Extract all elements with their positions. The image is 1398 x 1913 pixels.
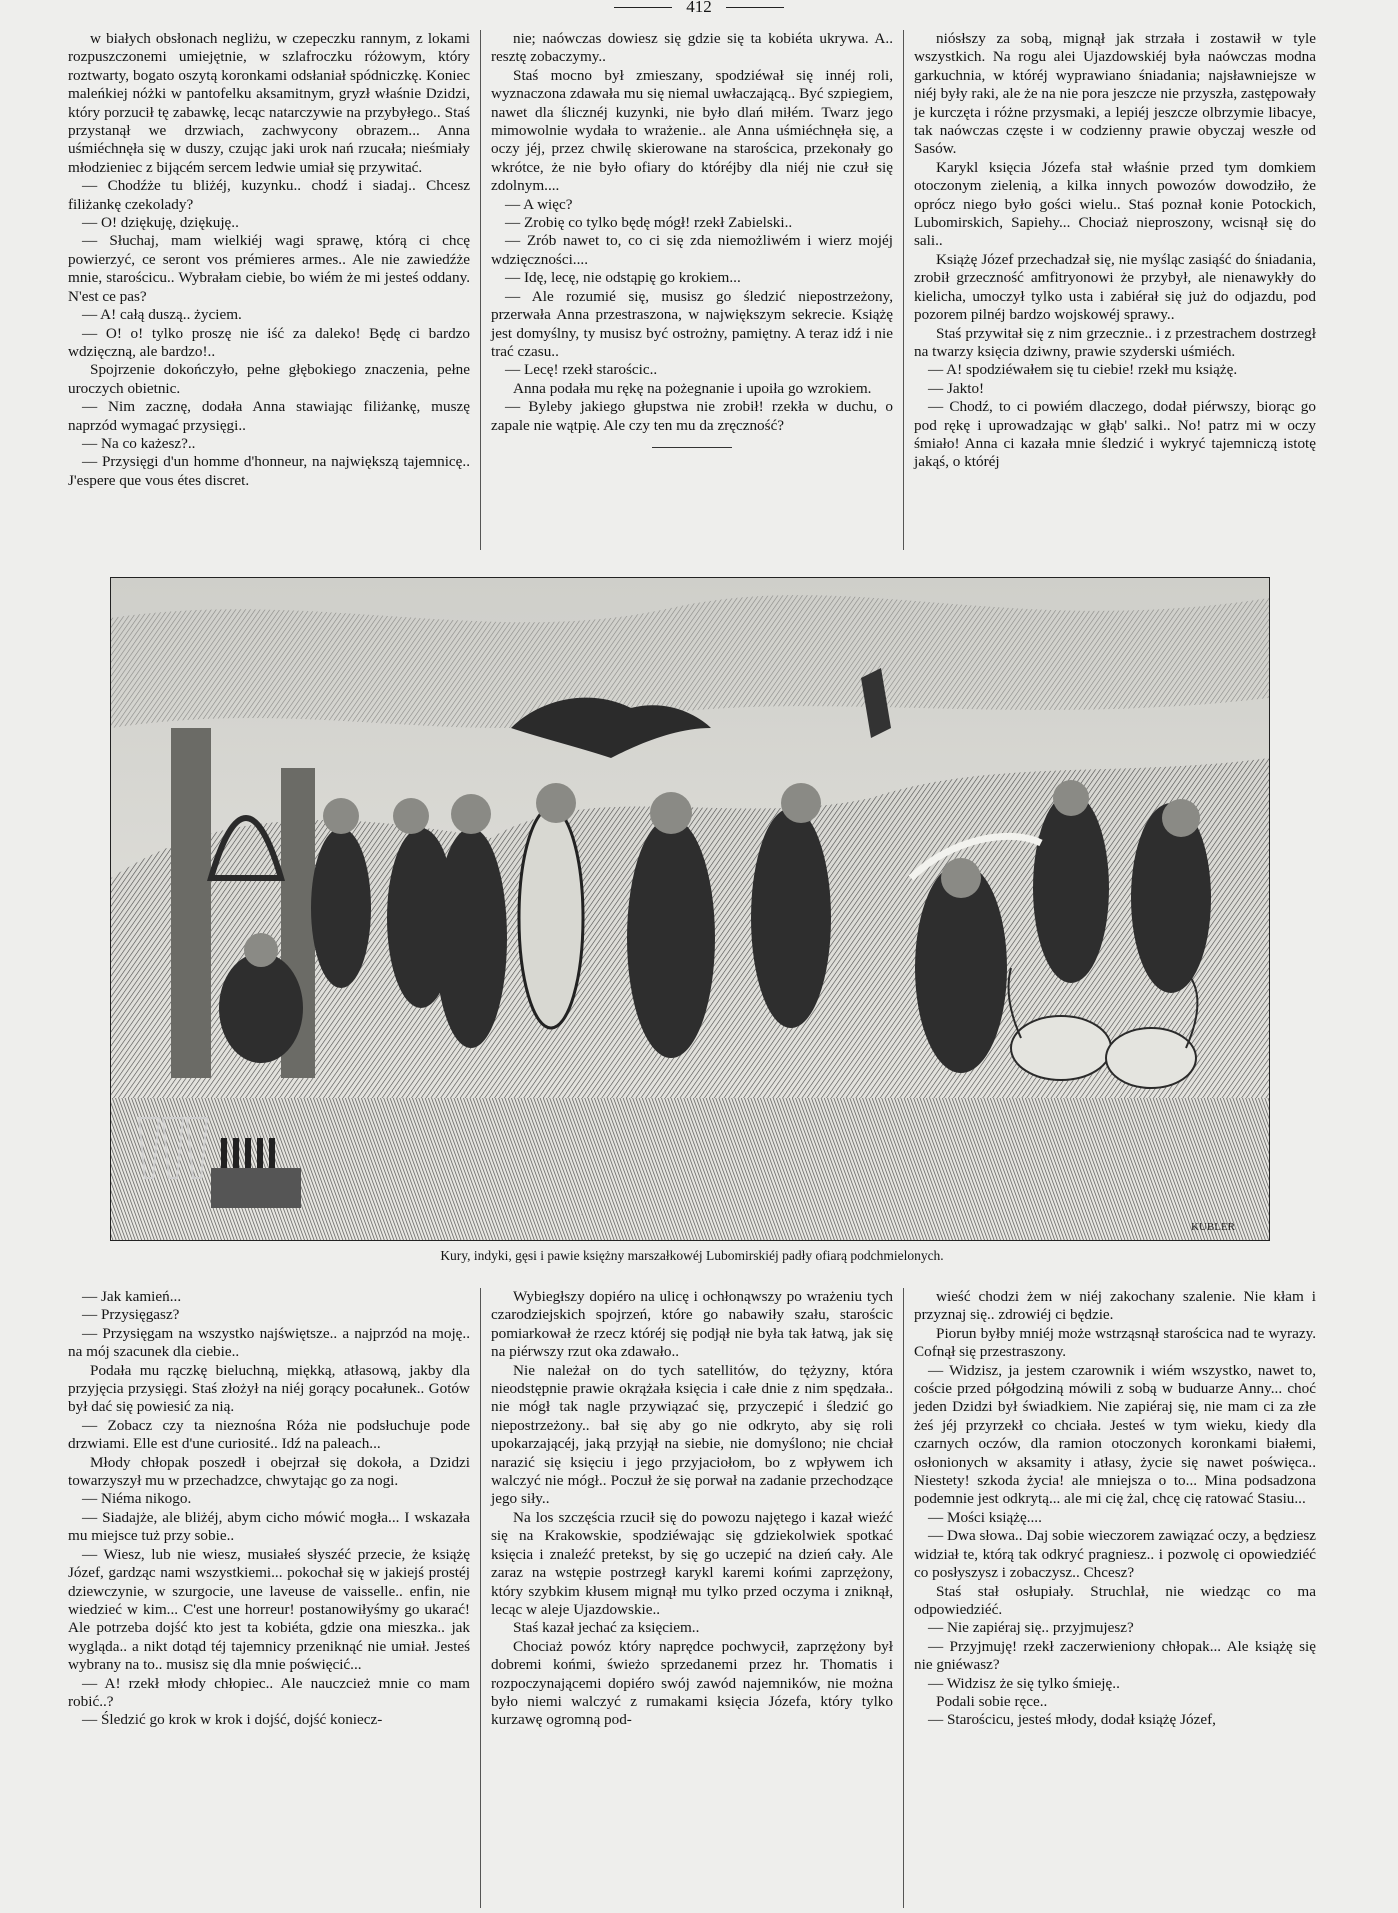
- paragraph: — Zobacz czy ta nieznośna Róża nie podsłuchuje pode drzwiami. Elle est d'une curiosité.. Idź na paleach...: [68, 1416, 470, 1453]
- paragraph: — A! spodziéwałem się tu ciebie! rzekł mu książę.: [928, 361, 1238, 379]
- paragraph: Podała mu rączkę bieluchną, miękką, atłasową, jakby dla przyjęcia przysięgi. Staś złożył na niéj gorący pocałunek.. Gotów był dać się powiesić za nią.: [68, 1361, 470, 1416]
- paragraph: — O! o! tylko proszę nie iść za daleko! Będę ci bardzo wdzięczną, ale bardzo!..: [68, 324, 470, 360]
- paragraph: — Przysięgasz?: [82, 1306, 180, 1324]
- paragraph: — Zrób nawet to, co ci się zda niemożliwém i wierz mojéj wdzięczności....: [491, 232, 893, 268]
- folio-rule-right: [726, 7, 784, 8]
- paragraph: — Lecę! rzekł starościc..: [505, 361, 658, 379]
- top-column-2: [480, 30, 903, 550]
- paragraph: — Ale rozumié się, musisz go śledzić niepostrzeżony, przerwała Anna przestraszona, w największym sekrecie. Książę jest domyślny, ty musisz być ostrożny, pamiętny. A teraz idź i nie trać czasu..: [491, 287, 893, 360]
- paragraph: Spojrzenie dokończyło, pełne głębokiego znaczenia, pełne uroczych obietnic.: [68, 361, 470, 397]
- folio-rule-left: [614, 7, 672, 8]
- paragraph: — A! rzekł młody chłopiec.. Ale nauczcież mnie co mam robić..?: [68, 1674, 470, 1710]
- top-column-1: [58, 30, 480, 550]
- paragraph: — Mości książę....: [928, 1508, 1042, 1526]
- page-number: 412: [686, 0, 712, 14]
- paragraph: — Starościcu, jesteś młody, dodał książę Józef,: [928, 1711, 1216, 1729]
- paragraph: Staś mocno był zmieszany, spodziéwał się innéj roli, wyznaczona zdawała mu się niemal uwłaczającą.. Być szpiegiem, nawet dla ślicznéj kuzynki, nie było dlań miłém. Twarz jego mimowolnie wydała to wrażenie.. ale Anna uśmiéchnęła się, a oczy jéj, przez chwilę skierowane na starościca, przekonały go wkrótce, że nie było ofiary do któréjby dla niéj nie czuł się zdolnym....: [491, 66, 893, 195]
- page-number-header: [0, 0, 1398, 14]
- paragraph: Nie należał on do tych satellitów, do tężyzny, która nieodstępnie prawie okrążała księcia i całe dnie z nim spędzała.. nie mógł tak nagle przywiązać się, przyczepić i śledzić go niepostrzeżony.. bał się aby go nie odkryto, aby się roli upokarzającéj, jaką przyjął na siebie, nie domyślono; nie chciał narazić się księciu i jego przyjaciołom, bo z wpływem ich walczyć nie mógł.. Poczuł że się porwał na zadanie przechodzące jego siły..: [491, 1361, 893, 1508]
- engraving-illustration: [110, 577, 1270, 1241]
- paragraph: — Przysięgam na wszystko najświętsze.. a najprzód na moję.. na mój szacunek dla ciebie..: [68, 1324, 470, 1361]
- paragraph: — Śledzić go krok w krok i dojść, dojść koniecz-: [82, 1711, 383, 1729]
- paragraph: — Widzisz, ja jestem czarownik i wiém wszystko, nawet to, coście przed półgodziną mówili z sobą w buduarze Anny... choć jeden Dzidzi był świadkiem. Nie zapiéraj się, nie mam ci za złe żeś jéj przyrzekł co chciała. Jesteś w tym wieku, kiedy dla czarnych oczów, dla ramion otoczonych koronkami białemi, osłonionych w aksamity i atłasy, życie się nawet poświęca.. Niestety! szkoda życia! ale mniejsza o to... Mina podsadzona podemnie jest odkrytą... ale mi cię żal, chcę cię ratować Stasiu...: [914, 1361, 1316, 1508]
- paragraph: wieść chodzi żem w niéj zakochany szalenie. Nie kłam i przyznaj się.. zdrowiéj ci będzie.: [914, 1288, 1316, 1324]
- paragraph: Wybiegłszy dopiéro na ulicę i ochłonąwszy po wrażeniu tych czarodziejskich spojrzeń, które go nabawiły szału, starościc pomiarkował że rzecz któréj się podjął nie była tak łatwą, jak się na piérwszy rzut oka zdawało..: [491, 1288, 893, 1361]
- paragraph: Staś przywitał się z nim grzecznie.. i z przestrachem dostrzegł na twarzy księcia dziwny, prawie szyderski uśmiéch.: [914, 324, 1316, 360]
- paragraph: — Nie zapiéraj się.. przyjmujesz?: [928, 1619, 1134, 1637]
- bottom-column-3: [903, 1288, 1326, 1908]
- paragraph: — Idę, lecę, nie odstąpię go krokiem...: [505, 269, 741, 287]
- paragraph: Staś kazał jechać za księciem..: [513, 1619, 700, 1637]
- engraver-signature: KUBLER: [1191, 1221, 1235, 1233]
- paragraph: — A więc?: [505, 195, 573, 213]
- paragraph: — Nim zacznę, dodała Anna stawiając filiżankę, muszę naprzód wymagać przysięgi..: [68, 398, 470, 434]
- bottom-column-1: [58, 1288, 480, 1908]
- top-column-3: [903, 30, 1326, 550]
- paragraph: Anna podała mu rękę na pożegnanie i upoiła go wzrokiem.: [513, 379, 872, 397]
- paragraph: — Widzisz że się tylko śmieję..: [928, 1674, 1120, 1692]
- paragraph: — Siadajże, ale bliżéj, abym cicho mówić mogła... I wskazała mu miejsce tuż przy sobie..: [68, 1508, 470, 1545]
- paragraph: — Jak kamień...: [82, 1288, 182, 1305]
- paragraph: — A! całą duszą.. życiem.: [82, 306, 242, 324]
- engraving-garden-scene-icon: [111, 578, 1269, 1240]
- section-end-rule: [652, 447, 732, 448]
- paragraph: Podali sobie ręce..: [936, 1692, 1048, 1710]
- paragraph: — Chodź, to ci powiém dlaczego, dodał piérwszy, biorąc go pod rękę i uprowadzając w głąb' salki.. No! patrz mi w oczy śmiało! Anna ci kazała mnie śledzić i wykryć tajemniczą istotę jakąś, o któréj: [914, 398, 1316, 471]
- paragraph: Książę Józef przechadzał się, nie myśląc zasiąść do śniadania, zrobił grzeczność amfitryonowi że przybył, ale nienawykły do kielicha, umoczył tylko usta i zabiérał się już do odjazdu, pod pozorem pilnéj bardzo wojskowéj sprawy..: [914, 250, 1316, 324]
- paragraph: — Chodźże tu bliżéj, kuzynku.. chodź i siadaj.. Chcesz filiżankę czekolady?: [68, 177, 470, 213]
- paragraph: Chociaż powóz który naprędce pochwycił, zaprzężony był dobremi końmi, świeżo sprzedanemi przez hr. Thomatis i rozpoczynającemi dopiéro swój zawód najemników, nie można było niemi walczyć z rumakami księcia Józefa, który tylko kurzawę ogromną pod-: [491, 1637, 893, 1729]
- illustration-caption: Kury, indyki, gęsi i pawie księżny marszałkowéj Lubomirskiéj padły ofiarą podchmielonych.: [440, 1248, 944, 1263]
- paragraph: Na los szczęścia rzucił się do powozu najętego i kazał wieźć się na Krakowskie, spodziéwając się gdziekolwiek spotkać księcia i znaleźć pretekst, by się go uczepić na dzień cały. Ale zaraz na wstępie postrzegł karykl karemi końmi zaprzężony, który szybkim kłusem mignął mu tylko przed oczyma i zniknął, lecąc w aleje Ujazdowskie..: [491, 1508, 893, 1618]
- paragraph: w białych obsłonach negliżu, w czepeczku rannym, z lokami rozpuszczonemi umiejętnie, w szlafroczku różowym, który roztwarty, bogato oszytą koronkami odsłaniał spódniczkę. Koniec maleńkiej nóżki w pantofelku aksamitnym, gryzł właśnie Dzidzi, który porzucił tę zabawkę, lecąc natarczywie na przybyłego.. Staś przystanął we drzwiach, zachwycony obrazem... Anna uśmiéchnęła się w duszy, czując jaki urok nań rzucała; nieśmiały młodzieniec z bijącém sercem ledwie umiał się przywitać.: [68, 30, 470, 176]
- paragraph: Karykl księcia Józefa stał właśnie przed tym domkiem otoczonym zielenią, a kilka innych powozów dowodziło, że oprócz niego było gości wielu.. Staś poznał konie Potockich, Lubomirskich, Sapiehy... Chociaż nieproszony, wcisnął się do sali..: [914, 158, 1316, 250]
- bottom-column-2: [480, 1288, 903, 1908]
- paragraph: niósłszy za sobą, mignął jak strzała i zostawił w tyle wszystkich. Na rogu alei Ujazdowskiéj była naówczas modna garkuchnia, w któréj wyprawiano śniadania; najsławniejsze w niéj były raki, ale że na nie pora jeszcze nie przyszła, zastępowały je kurczęta i różne przysmaki, a lepiéj jeszcze olbrzymie libacye, tak naówczas częste i w codzienny prawie obyczaj weszłe od Sasów.: [914, 30, 1316, 158]
- paragraph: nie; naówczas dowiesz się gdzie się ta kobiéta ukrywa. A.. resztę zobaczymy..: [491, 30, 893, 66]
- paragraph: — Przyjmuję! rzekł zaczerwieniony chłopak... Ale książę się nie gniéwasz?: [914, 1637, 1316, 1674]
- bottom-columns: [58, 1288, 1326, 1908]
- paragraph: — Zrobię co tylko będę mógł! rzekł Zabielski..: [505, 214, 793, 232]
- paragraph: — Jakto!: [928, 379, 985, 397]
- paragraph: — Byleby jakiego głupstwa nie zrobił! rzekła w duchu, o zapale nie wątpię. Ale czy ten mu da zręczność?: [491, 398, 893, 434]
- paragraph: — Dwa słowa.. Daj sobie wieczorem zawiązać oczy, a będziesz widział te, którą tak odkryć pragniesz.. i pozwolę ci opowiedziéć co posłyszysz i zobaczysz.. Chcesz?: [914, 1527, 1316, 1582]
- paragraph: — Przysięgi d'un homme d'honneur, na największą tajemnicę.. J'espere que vous étes discret.: [68, 453, 470, 489]
- paragraph: Staś stał osłupiały. Struchlał, nie wiedząc co ma odpowiedziéć.: [914, 1582, 1316, 1618]
- paragraph: — Wiesz, lub nie wiesz, musiałeś słyszéć przecie, że książę Józef, gardząc nami wszystkiemi... pokochał się w jakiejś prostéj dziewczynie, w szurgocie, une laveuse de vaisselle.. enfin, nie wiedzieć w kim... C'est une horreur! postanowiłyśmy go ukarać! Ale potrzeba dojść kto jest ta kobiéta, gdzie ona mieszka.. jak wygląda.. a nikt dotąd téj tajemnicy przeniknąć nie umiał. Jesteś wybrany na to.. musisz się dla mnie poświęcić...: [68, 1545, 470, 1674]
- paragraph: — Niéma nikogo.: [82, 1490, 192, 1508]
- paragraph: — Słuchaj, mam wielkiéj wagi sprawę, którą ci chcę powierzyć, ce seront vos prémieres armes.. Ale nie zawiedźże mnie, starościcu.. Wybrałam ciebie, bo wiém że mi jesteś oddany. N'est ce pas?: [68, 232, 470, 305]
- paragraph: — Na co każesz?..: [82, 434, 196, 452]
- paragraph: — O! dziękuję, dziękuję..: [82, 214, 239, 232]
- paragraph: Piorun byłby mniéj może wstrząsnął starościca nad te wyrazy. Cofnął się przestraszony.: [914, 1324, 1316, 1361]
- paragraph: Młody chłopak poszedł i obejrzał się dokoła, a Dzidzi towarzyszył mu w przechadzce, chwytając go za nogi.: [68, 1453, 470, 1490]
- top-columns: [58, 30, 1326, 550]
